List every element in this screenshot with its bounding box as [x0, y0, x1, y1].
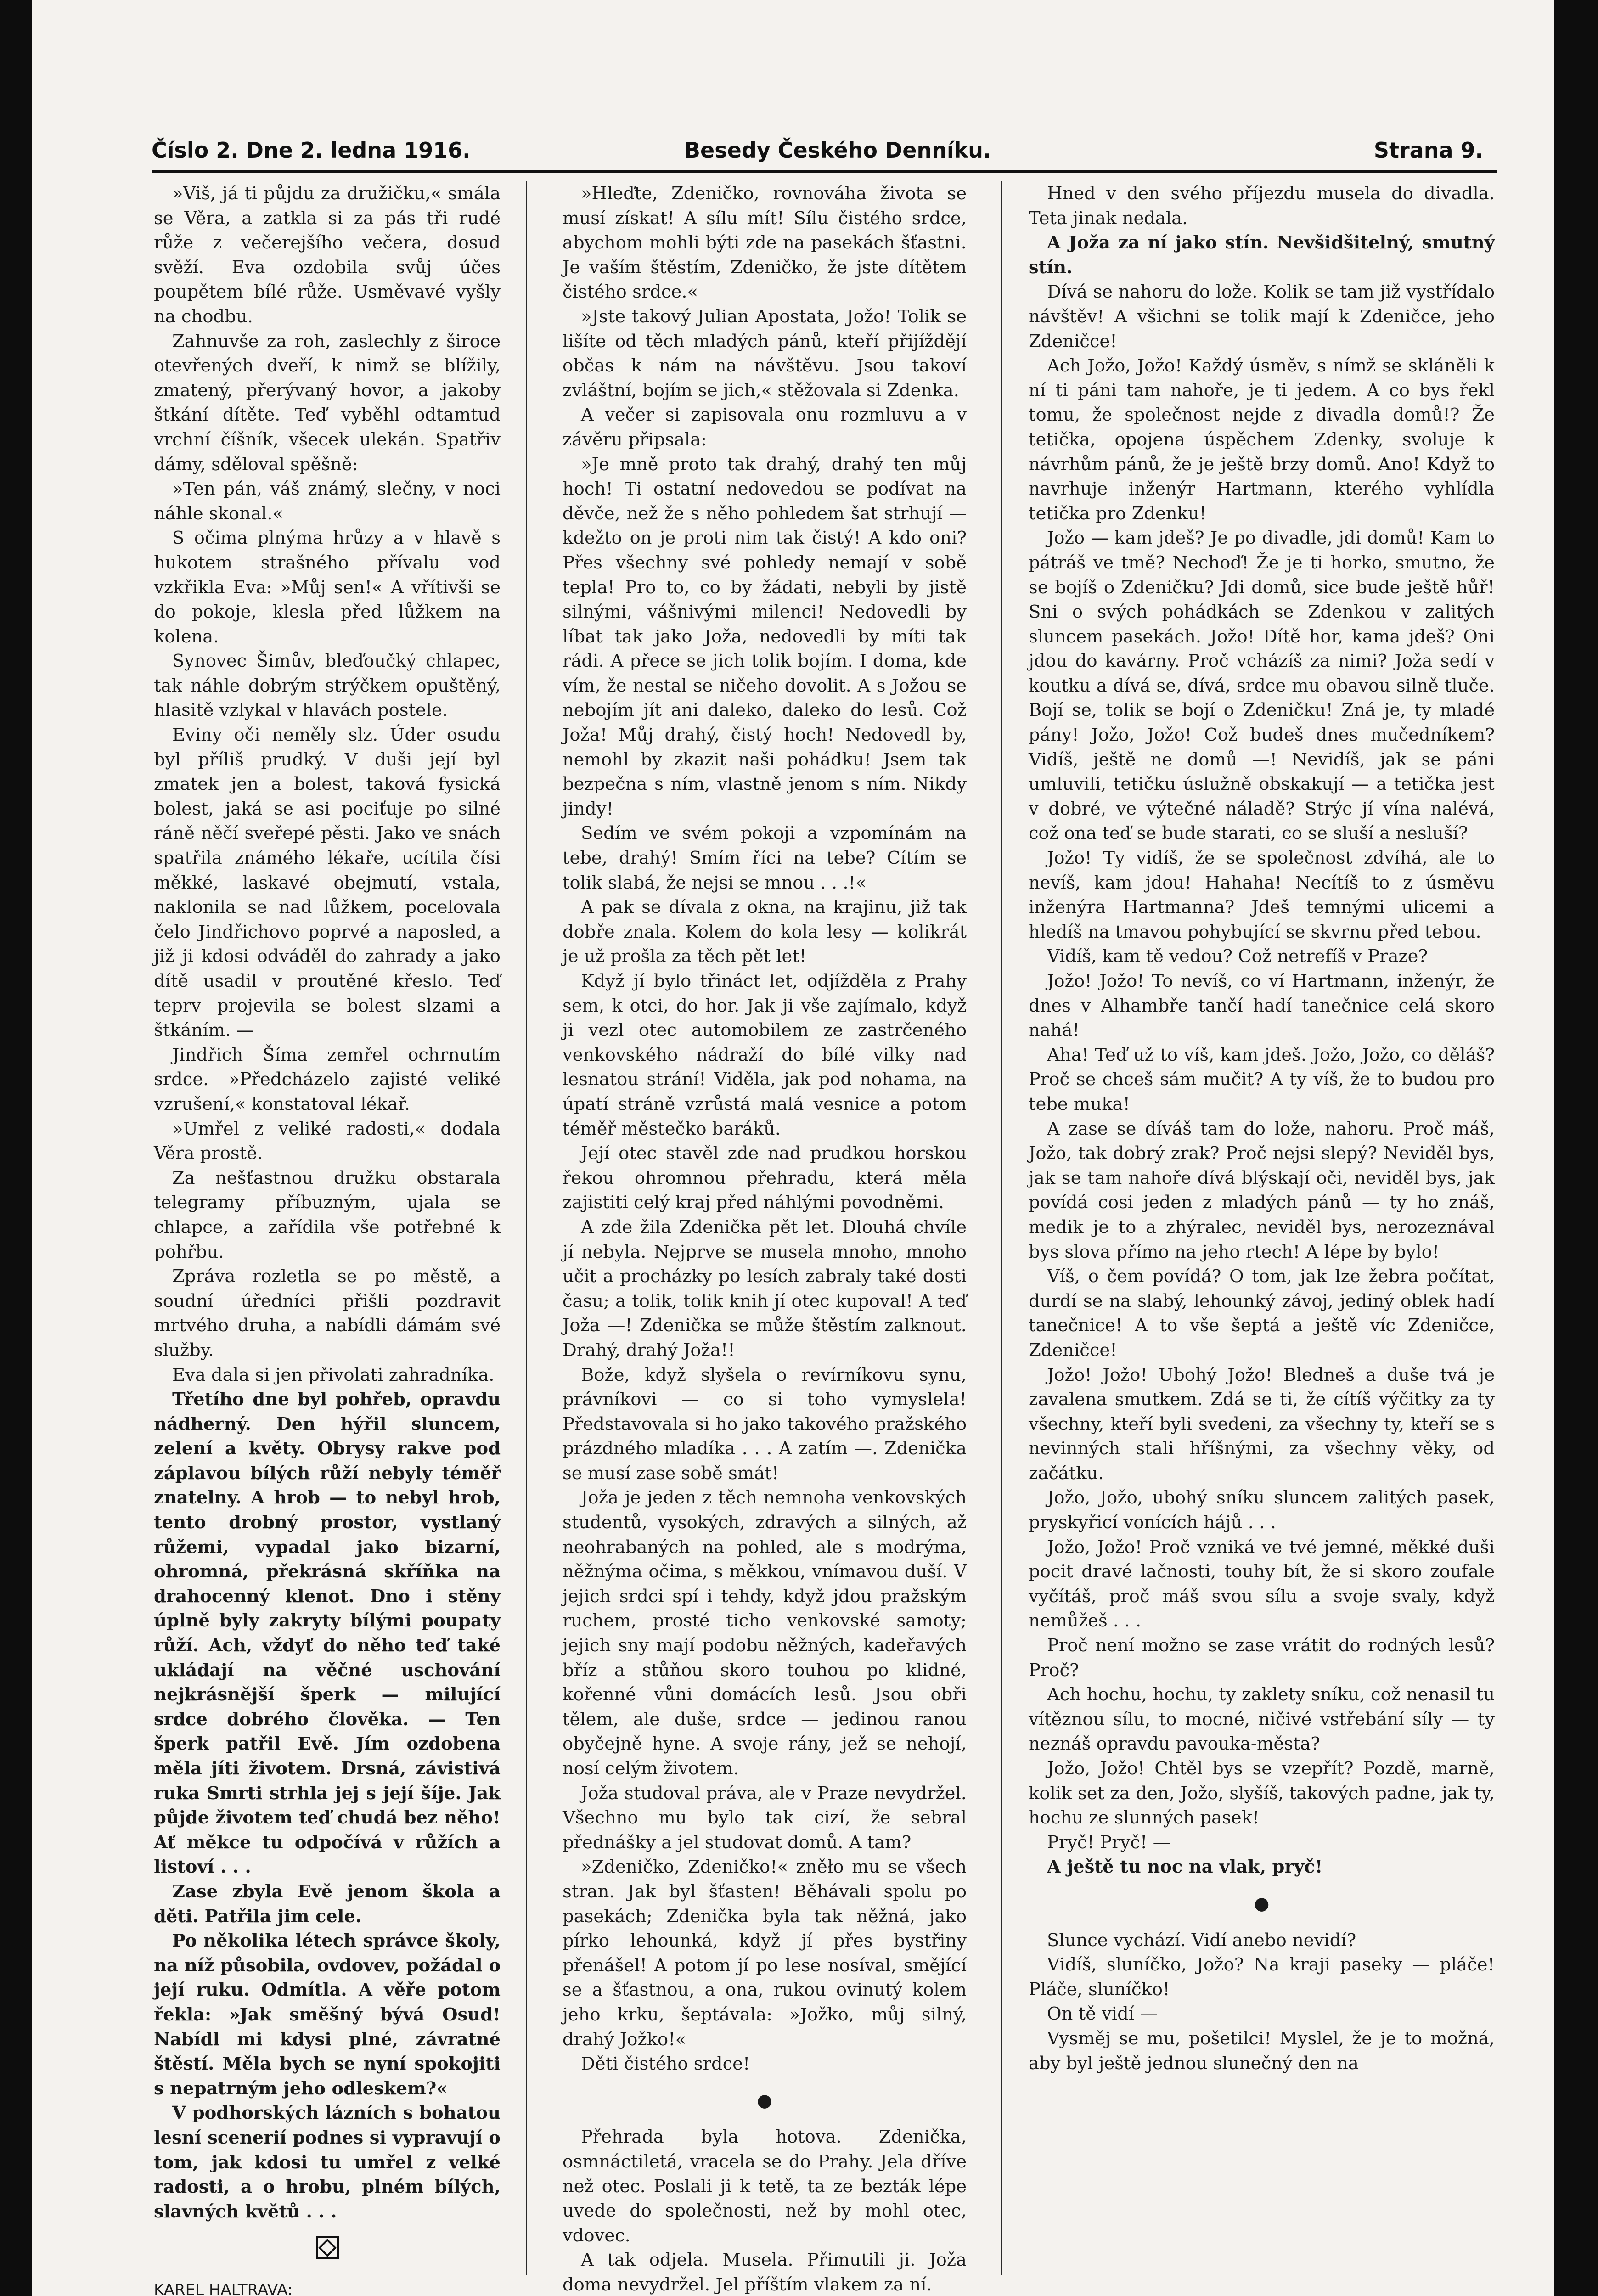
paragraph: A tak odjela. Musela. Přimutili ji. Joža doma nevydržel. Jel příštím vlakem za ní. — [563, 2250, 967, 2295]
page-header — [152, 129, 1483, 170]
header-rule — [152, 170, 1497, 173]
paragraph: Víš, o čem povídá? O tom, jak lze žebra počítat, durdí se na slabý, lehounký závoj, jediný oblek hadí tanečnice! A to vše šeptá a ještě víc Zdeničce, Zdeničce! — [1029, 1266, 1495, 1361]
paragraph: Jindřich Šíma zemřel ochrnutím srdce. »Předcházelo zajisté veliké vzrušení,« konstatoval lékař. — [154, 1044, 501, 1114]
paragraph: Přehrada byla hotova. Zdenička, osmnáctiletá, vracela se do Prahy. Jela dříve než otec. Poslali ji k tetě, ta ze bezták lépe uvede do společnosti, než by mohl otec, vdovec. — [563, 2127, 967, 2246]
paragraph: Joža je jeden z těch nemnoha venkovských studentů, vysokých, zdravých a silných, až neohrabaných na pohled, ale s modrýma, něžnýma očima, s měkkou, vnímavou duší. V jejich srdci spí i tehdy, když jdou pražským ruchem, prosté ticho venkovské samoty; jejich sny mají podobu něžných, kadeřavých bříz a stůňou skoro touhou po klidné, kořenné vůni domácích lesů. Jsou obři tělem, ale duše, srdce — jedinou ranou obyčejně hyne. A svoje rány, jež se nehojí, nosí celým životem. — [563, 1487, 967, 1779]
scan-border-left — [0, 0, 32, 2296]
issue-number: Číslo 2. Dne 2. ledna 1916. — [152, 138, 471, 163]
paragraph: Sedím ve svém pokoji a vzpomínám na tebe, drahý! Smím říci na tebe? Cítím se tolik slabá, že nejsi se mnou . . .!« — [563, 823, 967, 893]
paragraph: »Ten pán, váš známý, slečny, v noci náhle skonal.« — [154, 478, 501, 524]
publication-title: Besedy Českého Denníku. — [684, 138, 991, 163]
paragraph: Eva dala si jen přivolati zahradníka. — [172, 1364, 495, 1385]
paragraph: Vysměj se mu, pošetilci! Myslel, že je to možná, aby byl ještě jednou slunečný den na — [1029, 2028, 1495, 2074]
section-divider-dot: ● — [757, 2090, 772, 2111]
paragraph: Jožo! Jožo! To nevíš, co ví Hartmann, inženýr, že dnes v Alhambře tančí hadí tanečnice celá skoro nahá! — [1029, 971, 1495, 1041]
paragraph: A zde žila Zdenička pět let. Dlouhá chvíle jí nebyla. Nejprve se musela mnoho, mnoho učit a procházky po lesích zabraly také dosti času; a tolik, tolik knih jí otec kupoval! A teď Joža —! Zdenička se může štěstím zalknout. Drahý, drahý Joža!! — [563, 1216, 967, 1361]
paragraph: Jožo, Jožo! Chtěl bys se vzepřít? Pozdě, marně, kolik set za den, Jožo, slyšíš, takových padne, jak ty, hochu ze slunných pasek! — [1029, 1758, 1495, 1829]
paragraph: Zase zbyla Evě jenom škola a děti. Patřila jim cele. — [154, 1881, 501, 1927]
paragraph: On tě vidí — — [1047, 2003, 1158, 2025]
paragraph: Jožo — kam jdeš? Je po divadle, jdi domů! Kam to pátráš ve tmě? Nechoď! Že je ti horko, smutno, že se bojíš o Zdeničku? Jdi domů, sice bude ještě hůř! Sni o svých pohádkách se Zdenkou v zalitých sluncem pasekách. Jožo! Dítě hor, kama jdeš? Oni jdou do kavárny. Proč vcházíš za nimi? Joža sedí v koutku a dívá se, dívá, srdce mu obavou silně tluče. Bojí se, tolik se bojí o Zdeničku! Zná je, ty mladé pány! Jožo, Jožo! Což budeš dnes mučedníkem? Vidíš, ještě ne domů —! Nevidíš, jak se páni umluvili, tetičku úslužně obskakují — a tetička jest v dobré, ve výtečné náladě? Strýc jí vína nalévá, což ona teď se bude starati, co se sluší a nesluší? — [1029, 528, 1495, 844]
paragraph: Zpráva rozletla se po městě, a soudní úředníci přišli pozdravit mrtvého druha, a nabídli dámám své služby. — [154, 1266, 501, 1361]
paragraph: Ach hochu, hochu, ty zaklety sníku, což nenasil tu vítěznou sílu, to mocné, ničivé vstřebání síly — ty neznáš opravdu pavouka-města? — [1029, 1684, 1495, 1755]
paragraph: Pryč! Pryč! — — [1047, 1832, 1171, 1853]
paragraph: S očima plnýma hrůzy a v hlavě s hukotem strašného přívalu vod vzkřikla Eva: »Můj sen!« A vřítivši se do pokoje, klesla před lůžkem na kolena. — [154, 528, 501, 647]
paragraph: Když jí bylo třináct let, odjížděla z Prahy sem, k otci, do hor. Jak ji vše zajímalo, když ji vezl otec automobilem ze zastrčeného venkovského nádraží do bílé vilky nad lesnatou strání! Viděla, jak pod nohama, na úpatí stráně vzrůstá malá vesnice a potom téměř městečko baráků. — [563, 971, 967, 1139]
paragraph: »Umřel z veliké radosti,« dodala Věra prostě. — [154, 1118, 501, 1164]
paragraph: Za nešťastnou družku obstarala telegramy příbuzným, ujala se chlapce, a zařídila vše potřebné k pohřbu. — [154, 1167, 501, 1262]
section-ornament-icon — [315, 2236, 339, 2260]
column-separator-1 — [526, 181, 527, 2275]
paragraph: Děti čistého srdce! — [581, 2054, 750, 2075]
paragraph: Bože, když slyšela o revírníkovu synu, právníkovi — co si toho vymyslela! Představovala si ho jako takového pražského prázdného mladíka . . . A zatím —. Zdenička se musí zase sobě smát! — [563, 1364, 967, 1484]
paragraph: Vidíš, sluníčko, Jožo? Na kraji paseky — pláče! Pláče, sluníčko! — [1029, 1954, 1495, 2000]
paragraph: A Joža za ní jako stín. Nevšidšitelný, smutný stín. — [1029, 232, 1495, 278]
paragraph: »Zdeničko, Zdeničko!« zněło mu se všech stran. Jak byl šťasten! Běhávali spolu po pasekách; Zdenička byla tak něžná, jako pírko lehounká, když jí přes bystřiny přenášel! A potom jí po lese nosíval, smějící se a šťastnou, a ona, rukou ovinutý kolem jeho krku, šeptávala: »Jožko, můj silný, drahý Jožko!« — [563, 1857, 967, 2050]
paragraph: A ještě tu noc na vlak, pryč! — [1047, 1857, 1323, 1878]
paragraph: Zahnuvše za roh, zaslechly z široce otevřených dveří, k nimž se blížily, zmatený, přerývaný hovor, a jakoby štkání dítěte. Teď vyběhl odtamtud vrchní číšník, všecek ulekán. Spatřiv dámy, sděloval spěšně: — [154, 331, 501, 475]
paragraph: Její otec stavěl zde nad prudkou horskou řekou ohromnou přehradu, která měla zajistiti celý kraj před náhlými povodněmi. — [563, 1143, 967, 1213]
paragraph: Synovec Šimův, bleďoučký chlapec, tak náhle dobrým strýčkem opuštěný, hlasitě vzlykal v hlavách postele. — [154, 651, 501, 721]
paragraph: Aha! Teď už to víš, kam jdeš. Jožo, Jožo, co děláš? Proč se chceš sám mučit? A ty víš, že to budou pro tebe muka! — [1029, 1044, 1495, 1114]
paragraph: Jožo, Jožo, ubohý sníku sluncem zalitých pasek, pryskyřicí vonících hájů . . . — [1029, 1487, 1495, 1533]
story-byline: KAREL HALTRAVA: — [154, 2281, 293, 2296]
paragraph: Slunce vychází. Vidí anebo nevidí? — [1047, 1930, 1356, 1951]
column-separator-2 — [1001, 181, 1002, 2275]
paragraph: A pak se dívala z okna, na krajinu, již tak dobře znala. Kolem do kola lesy — kolikrát je už prošla za těch pět let! — [563, 897, 967, 967]
paragraph: Eviny oči neměly slz. Úder osudu byl příliš prudký. V duši její byl zmatek jen a bolest, taková fysická bolest, jaká se asi pociťuje po silné ráně něčí sveřepé pěsti. Jako ve snách spatřila známého lékaře, ucítila čísi měkké, laskavé obejmutí, vstala, naklonila se nad lůžkem, pocelovala čelo Jindřichovo poprvé a naposled, a již ji kdosi odváděl do zahrady a jako dítě usadil v proutěné křeslo. Teď teprv projevila se bolest slzami a štkáním. — — [154, 725, 501, 1041]
paragraph: Třetího dne byl pohřeb, opravdu nádherný. Den hýřil sluncem, zelení a květy. Obrysy rakve pod záplavou bílých růží nebyly téměř znatelny. A hrob — to nebyl hrob, tento drobný prostor, vystlaný růžemi, vypadal jako bizarní, ohromná, překrásná skříňka na drahocenný klenot. Dno i stěny úplně byly zakryty bílými poupaty růží. Ach, vždyť do něho teď také ukládají na věčné uschování nejkrásnější šperk — milující srdce dobrého člověka. — Ten šperk patřil Evě. Jím ozdobena měla jíti životem. Drsná, závistivá ruka Smrti strhla jej s její šíje. Jak půjde životem teď chudá bez něho! Ať měkce tu odpočívá v růžích a listoví . . . — [154, 1389, 501, 1878]
scan-border-right — [1554, 0, 1598, 2296]
paragraph: »Je mně proto tak drahý, drahý ten můj hoch! Ti ostatní nedovedou se podívat na děvče, než že s něho pohledem šat strhují — kdežto on je proti nim tak čistý! A kdo oni? Přes všechny své pohledy nemají v sobě tepla! Pro to, co by žádati, nebyli by jistě silnými, vášnivými milenci! Nedovedli by líbat tak jako Joža, nedovedli by míti tak rádi. A přece se jich tolik bojím. I doma, kde vím, že nestal se ničeho dovolit. A s Jožou se nebojím jít ani daleko, daleko do lesů. Což Joža! Můj drahý, čistý hoch! Nedovedl by, nemohl by zkazit naši pohádku! Jsem tak bezpečna s ním, vlastně jenom s ním. Nikdy jindy! — [563, 454, 967, 819]
paragraph: A večer si zapisovala onu rozmluvu a v závěru připsala: — [563, 405, 967, 450]
paragraph: Jožo, Jožo! Proč vzniká ve tvé jemné, měkké duši pocit dravé lačnosti, touhy bít, že si skoro zoufale vyčítáš, proč máš svou sílu a svoje svaly, když nemůžeš . . . — [1029, 1536, 1495, 1632]
paragraph: V podhorských lázních s bohatou lesní scenerií podnes si vypravují o tom, jak kdosi tu umřel z velké radosti, a o hrobu, plném bílých, slavných květů . . . — [154, 2103, 501, 2222]
column-3 — [1029, 181, 1495, 2275]
paragraph: Po několika létech správce školy, na níž působila, ovdovev, požádal o její ruku. Odmítla. A věře potom řekla: »Jak směšný bývá Osud! Nabídl mi kdysi plné, závratné štěstí. Měla bych se nyní spokojiti s nepatrným jeho odleskem?« — [154, 1930, 501, 2099]
paragraph: Vidíš, kam tě vedou? Což netrefíš v Praze? — [1047, 946, 1428, 967]
section-divider-dot: ● — [1254, 1893, 1270, 1914]
paragraph: Joža studoval práva, ale v Praze nevydržel. Všechno mu bylo tak cizí, že sebral přednášky a jel studovat domů. A tam? — [563, 1783, 967, 1853]
paragraph: Proč není možno se zase vrátit do rodných lesů? Proč? — [1029, 1635, 1495, 1681]
column-2 — [563, 181, 967, 2295]
paragraph: Jožo! Ty vidíš, že se společnost zdvíhá, ale to nevíš, kam jdou! Hahaha! Necítíš to z úsměvu inženýra Hartmanna? Jdeš temnými ulicemi a hledíš na tmavou pohybující se skvrnu před tebou. — [1029, 848, 1495, 942]
paragraph: »Jste takový Julian Apostata, Jožo! Tolik se lišíte od těch mladých pánů, kteří přijíždějí občas k nám na návštěvu. Jsou takoví zvláštní, bojím se jich,« stěžovala si Zdenka. — [563, 306, 967, 401]
paragraph: Jožo! Jožo! Ubohý Jožo! Bledneš a duše tvá je zavalena smutkem. Zdá se ti, že cítíš výčitky za ty všechny, kteří byli svedeni, za všechny ty, kteří se s nevinných stali hříšnými, za všechny věky, od začátku. — [1029, 1364, 1495, 1484]
paragraph: A zase se díváš tam do lože, nahoru. Proč máš, Jožo, tak dobrý zrak? Proč nejsi slepý? Neviděl bys, jak se tam nahoře dívá blýskají oči, neviděl bys, jak povídá cosi jeden z mladých pánů — ty ho znáš, medik je to a zhýralec, neviděl bys, nerozeznával bys slova přímo na jeho rtech! A lépe by bylo! — [1029, 1118, 1495, 1262]
paragraph: Hned v den svého příjezdu musela do divadla. Teta jinak nedala. — [1029, 183, 1495, 229]
paragraph: Dívá se nahoru do lože. Kolik se tam již vystřídalo návštěv! A všichni se tolik mají k Zdeničce, jeho Zdeničce! — [1029, 281, 1495, 352]
paragraph: »Hleďte, Zdeničko, rovnováha života se musí získat! A sílu mít! Sílu čistého srdce, abychom mohli býti zde na pasekách šťastni. Je vaším štěstím, Zdeničko, že jste dítětem čistého srdce.« — [563, 183, 967, 303]
paragraph: Ach Jožo, Jožo! Každý úsměv, s nímž se skláněli k ní ti páni tam nahoře, je ti jedem. A co bys řekl tomu, že společnost nejde z divadla domů!? Že tetička, opojena úspěchem Zdenky, svoluje k návrhům pánů, že je ještě brzy domů. Ano! Když to navrhuje inženýr Hartmann, kterého vyhlídla tetička pro Zdenku! — [1029, 355, 1495, 524]
page-number: Strana 9. — [1373, 138, 1483, 163]
column-1 — [154, 181, 501, 2296]
paragraph: »Viš, já ti půjdu za družičku,« smála se Věra, a zatkla si za pás tři rudé růže z večerejšího večera, dosud svěží. Eva ozdobila svůj účes poupětem bílé růže. Usměvavé vyšly na chodbu. — [154, 183, 501, 327]
